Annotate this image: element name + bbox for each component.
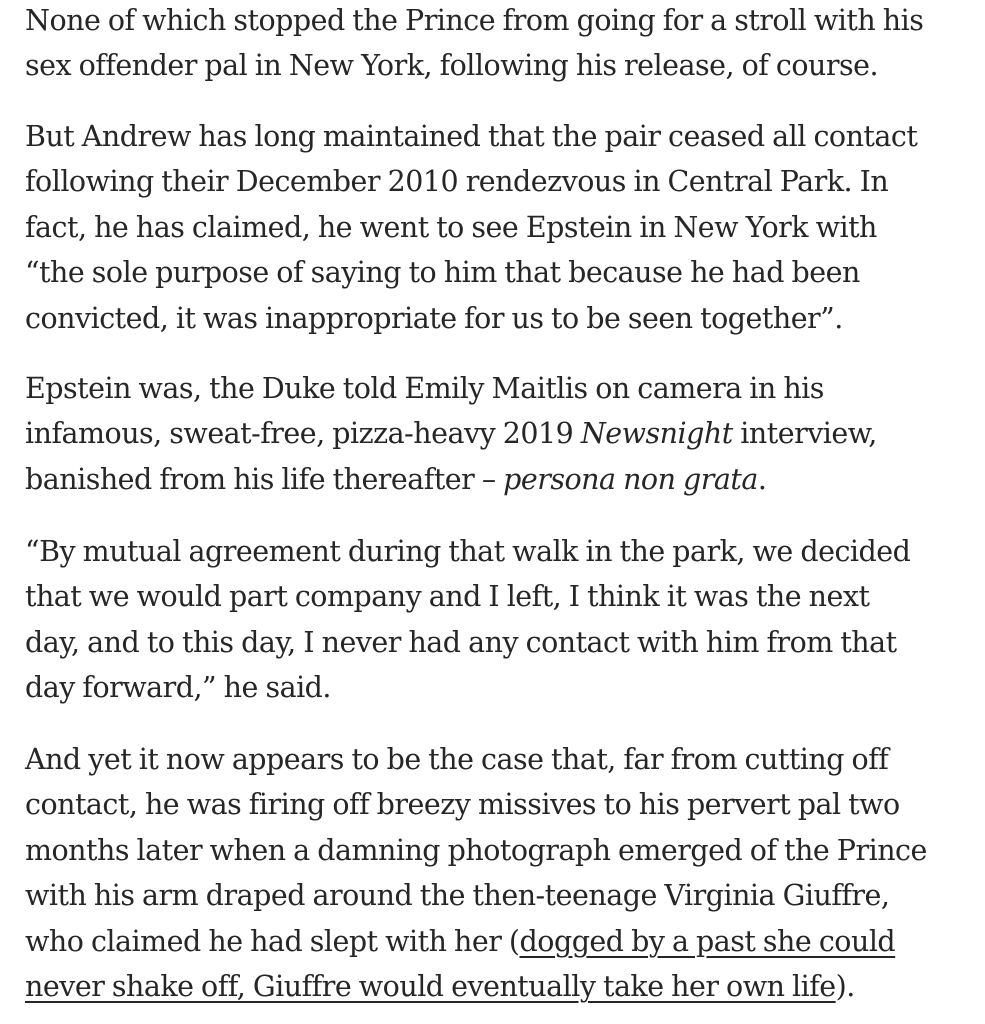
- paragraph-line: “By mutual agreement during that walk in the park, we decided: [25, 535, 911, 568]
- paragraph-line: [25, 411, 877, 456]
- paragraph-line: months later when a damning photograph emerged of the Prince: [25, 833, 927, 867]
- paragraph-line: [25, 964, 927, 1009]
- text-segment: interview,: [732, 417, 877, 451]
- text-segment: infamous, sweat-free, pizza-heavy 2019: [25, 417, 581, 451]
- paragraph-line: Epstein was, the Duke told Emily Maitlis on camera in his: [25, 372, 824, 405]
- paragraph-line: that we would part company and I left, I think it was the next: [25, 580, 870, 614]
- paragraph-line: sex offender pal in New York, following his release, of course.: [25, 49, 879, 83]
- paragraph-line: day, and to this day, I never had any contact with him from that: [25, 625, 897, 659]
- paragraph-1: [25, 0, 923, 89]
- text-segment: who claimed he had slept with her (: [25, 924, 520, 958]
- paragraph-line: “the sole purpose of saying to him that because he had been: [25, 256, 860, 290]
- paragraph-line: But Andrew has long maintained that the pair ceased all contact: [25, 120, 918, 153]
- paragraph-line: fact, he has claimed, he went to see Epstein in New York with: [25, 210, 877, 244]
- text-segment: banished from his life thereafter –: [25, 462, 504, 496]
- paragraph-line: contact, he was firing off breezy missives to his pervert pal two: [25, 788, 900, 822]
- paragraph-line: convicted, it was inappropriate for us to be seen together”.: [25, 301, 843, 335]
- paragraph-3: [25, 366, 877, 502]
- paragraph-line: And yet it now appears to be the case that, far from cutting off: [25, 743, 889, 776]
- article-link-part-2[interactable]: never shake off, Giuffre would eventually take her own life: [25, 970, 836, 1004]
- text-segment: .: [757, 462, 767, 496]
- paragraph-2: [25, 114, 917, 341]
- article-link-part-1[interactable]: dogged by a past she could: [519, 924, 896, 958]
- italic-phrase: persona non grata: [503, 462, 758, 496]
- paragraph-line: following their December 2010 rendezvous in Central Park. In: [25, 165, 889, 199]
- italic-title: Newsnight: [580, 417, 733, 451]
- paragraph-line: [25, 919, 927, 964]
- paragraph-line: None of which stopped the Prince from going for a stroll with his: [25, 4, 924, 37]
- paragraph-line: with his arm draped around the then-teenage Virginia Giuffre,: [25, 879, 890, 913]
- paragraph-line: [25, 457, 877, 502]
- paragraph-4: [25, 529, 910, 711]
- paragraph-5: [25, 737, 927, 1009]
- text-segment: ).: [835, 970, 855, 1004]
- paragraph-line: day forward,” he said.: [25, 671, 331, 705]
